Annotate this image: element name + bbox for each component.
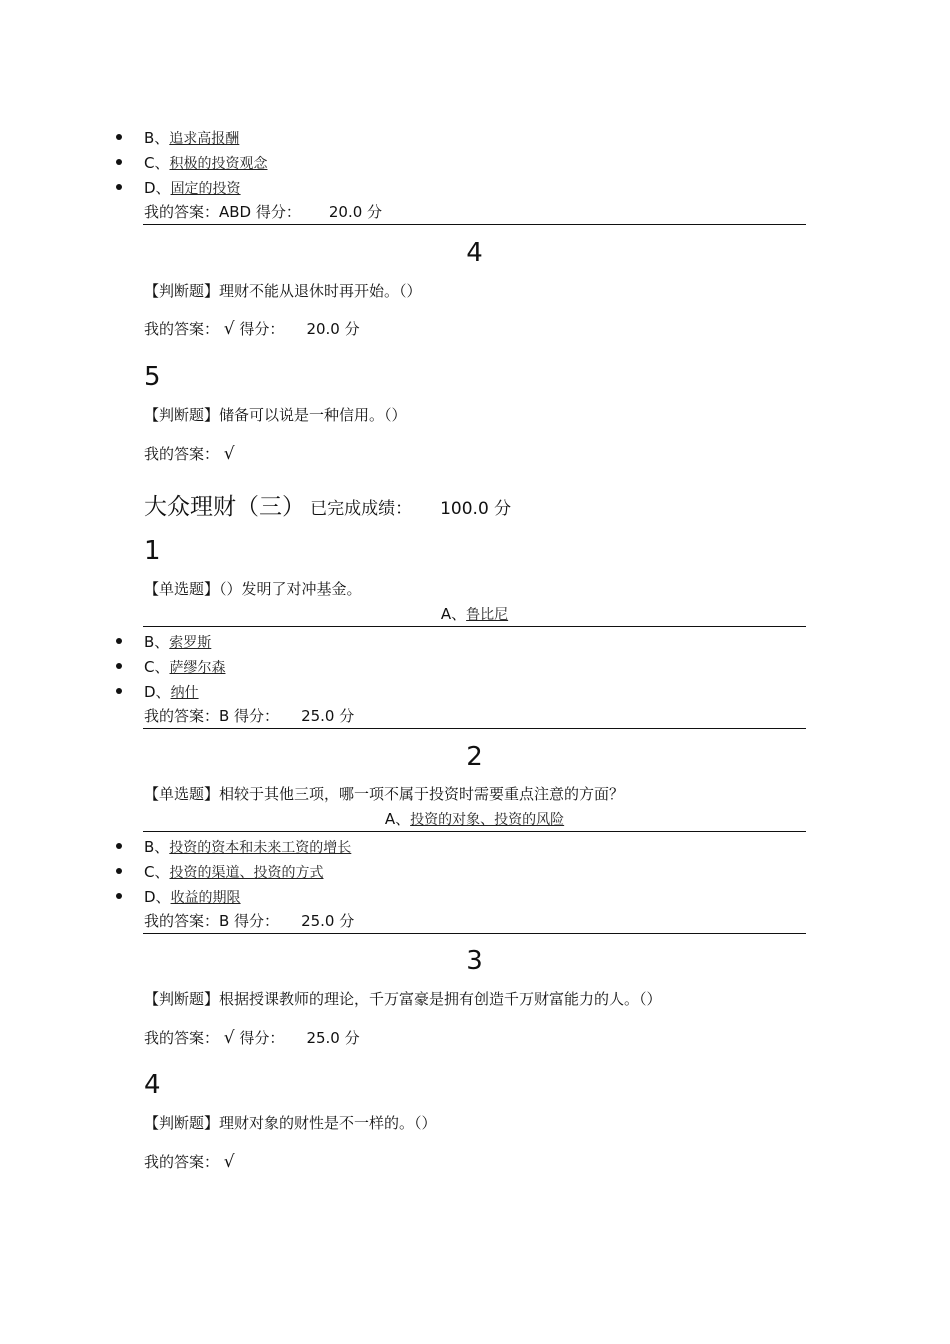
option-a [143, 810, 806, 829]
question-stem: 【判断题】理财对象的财性是不一样的。（） [144, 1114, 437, 1132]
divider [143, 933, 806, 934]
option-letter: C、 [144, 154, 170, 172]
answer-label: 我的答案： [144, 1153, 220, 1171]
divider [143, 626, 806, 627]
bullet [116, 134, 122, 140]
option-letter: D、 [144, 179, 171, 197]
option-letter: B、 [144, 633, 170, 651]
score-value: 20.0 分 [328, 203, 383, 221]
bullet [116, 893, 122, 899]
answer-line [144, 445, 235, 463]
answer-label: 我的答案： [144, 445, 220, 463]
option-letter: A、 [440, 605, 467, 623]
section-score: 100.0 分 [440, 499, 512, 519]
score-value: 25.0 分 [306, 1029, 360, 1047]
answer-label: 我的答案：B 得分： [144, 912, 280, 930]
question-number: 3 [466, 946, 483, 976]
option-b [144, 838, 351, 857]
section-heading [144, 488, 511, 521]
question-stem: 【判断题】根据授课教师的理论，千万富豪是拥有创造千万财富能力的人。（） [144, 990, 662, 1008]
section-title: 大众理财（三） [144, 494, 305, 520]
option-text: 鲁比尼 [466, 607, 509, 623]
option-letter: C、 [144, 863, 170, 881]
question-stem: 【判断题】储备可以说是一种信用。（） [144, 406, 407, 424]
check-mark: √ [223, 1152, 235, 1172]
option-d [144, 683, 199, 702]
option-letter: B、 [144, 838, 170, 856]
option-b [144, 129, 239, 148]
divider [143, 831, 806, 832]
option-letter: A、 [384, 810, 411, 828]
option-text: 投资的渠道、投资的方式 [169, 865, 324, 881]
answer-line [144, 1029, 360, 1047]
option-text: 纳什 [170, 685, 199, 701]
answer-label: 我的答案：B 得分： [144, 707, 280, 725]
option-letter: D、 [144, 888, 171, 906]
option-letter: D、 [144, 683, 171, 701]
option-letter: C、 [144, 658, 170, 676]
score-label: 得分： [239, 320, 285, 338]
option-text: 萨缪尔森 [169, 660, 226, 676]
bullet [116, 638, 122, 644]
divider [143, 224, 806, 225]
question-number: 5 [144, 362, 161, 392]
option-c [144, 863, 323, 882]
option-c [144, 154, 267, 173]
option-d [144, 179, 241, 198]
option-b [144, 633, 211, 652]
option-text: 索罗斯 [169, 635, 212, 651]
option-text: 投资的资本和未来工资的增长 [169, 840, 352, 856]
bullet [116, 184, 122, 190]
option-d [144, 888, 241, 907]
check-mark: √ [223, 319, 235, 339]
answer-line [144, 1153, 235, 1171]
check-mark: √ [223, 444, 235, 464]
question-stem: 【判断题】理财不能从退休时再开始。（） [144, 282, 422, 300]
bullet [116, 663, 122, 669]
question-number: 2 [466, 742, 483, 772]
question-stem: 【单选题】（）发明了对冲基金。 [144, 580, 362, 598]
option-c [144, 658, 225, 677]
answer-label: 我的答案： [144, 1029, 220, 1047]
bullet [116, 868, 122, 874]
bullet [116, 159, 122, 165]
option-text: 追求高报酬 [169, 131, 240, 147]
section-status: 已完成成绩： [310, 499, 413, 519]
option-text: 固定的投资 [170, 181, 241, 197]
question-number: 1 [144, 536, 161, 566]
answer-label: 我的答案：ABD 得分： [144, 203, 301, 221]
answer-label: 我的答案： [144, 320, 220, 338]
score-label: 得分： [239, 1029, 285, 1047]
divider [143, 728, 806, 729]
question-stem: 【单选题】相较于其他三项，哪一项不属于投资时需要重点注意的方面？ [144, 785, 625, 803]
option-text: 收益的期限 [170, 890, 241, 906]
score-value: 20.0 分 [306, 320, 360, 338]
answer-line [144, 203, 382, 221]
answer-line [144, 320, 360, 338]
answer-line [144, 912, 354, 930]
bullet [116, 688, 122, 694]
question-number: 4 [144, 1070, 161, 1100]
answer-line [144, 707, 354, 725]
question-number: 4 [466, 238, 483, 268]
option-a [143, 605, 806, 624]
bullet [116, 843, 122, 849]
option-letter: B、 [144, 129, 170, 147]
score-value: 25.0 分 [301, 912, 355, 930]
check-mark: √ [223, 1028, 235, 1048]
score-value: 25.0 分 [301, 707, 355, 725]
option-text: 投资的对象、投资的风险 [410, 812, 565, 828]
option-text: 积极的投资观念 [169, 156, 268, 172]
